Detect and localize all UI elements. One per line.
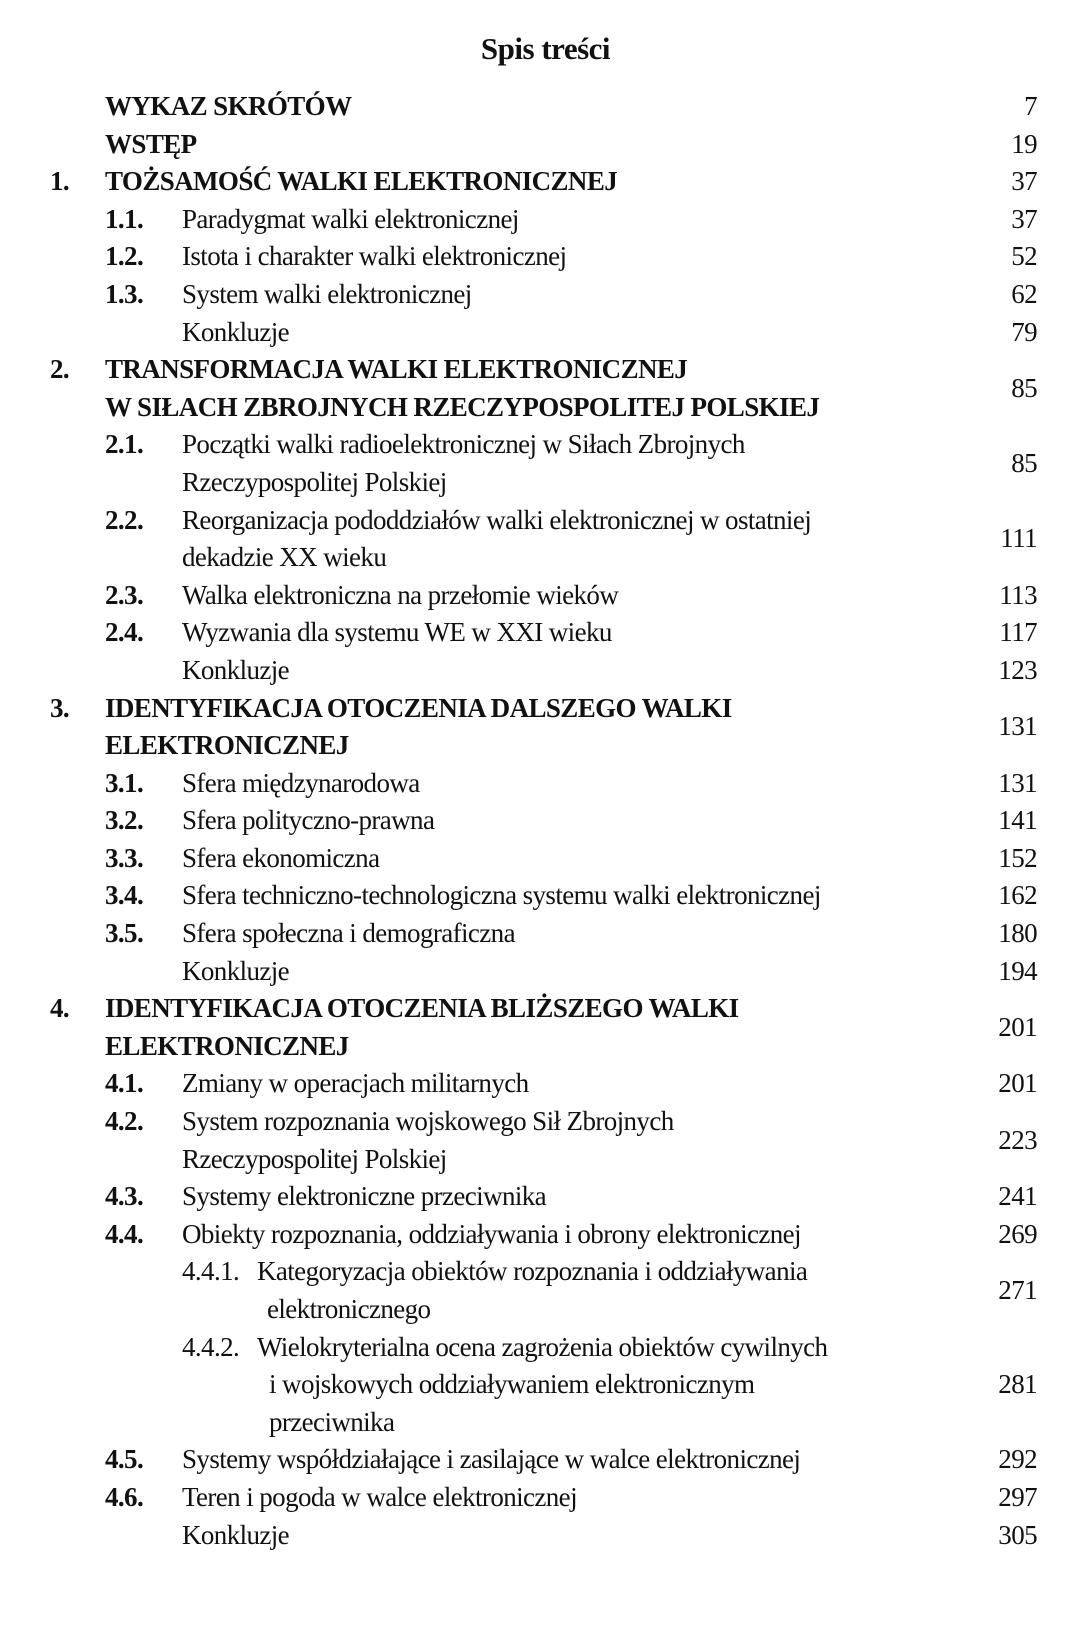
toc-entry-number: 4.4.1. (182, 1256, 240, 1287)
toc-entry-title (182, 652, 289, 690)
toc-entry-title-line: Konkluzje (182, 316, 290, 347)
toc-entry-title-line: Wielokryterialna ocena zagrożenia obiektów cywilnych (257, 1331, 828, 1362)
toc-entry-title (105, 88, 352, 126)
toc-entry-title-line: WYKAZ SKRÓTÓW (105, 91, 352, 121)
toc-entry-title (105, 351, 819, 426)
toc-entry-page: 271 (998, 1275, 1037, 1306)
toc-entry[interactable] (0, 276, 1091, 314)
toc-entry-title (182, 1479, 577, 1517)
toc-entry-page: 113 (999, 579, 1037, 610)
toc-entry-title (182, 953, 289, 991)
toc-entry-title-line: Sfera międzynarodowa (182, 767, 420, 798)
toc-entry-title-line: Konkluzje (182, 654, 290, 685)
toc-entry-title (182, 502, 811, 577)
toc-entry[interactable] (0, 163, 1091, 201)
toc-entry-number: 4.4.2. (182, 1331, 240, 1362)
toc-entry-title-line: System rozpoznania wojskowego Sił Zbrojnych (182, 1106, 674, 1137)
toc-entry-number: 3.3. (105, 842, 144, 873)
toc-entry-page: 269 (998, 1218, 1037, 1249)
toc-entry-title-line: Rzeczypospolitej Polskiej (182, 466, 447, 497)
toc-entry-page: 37 (1011, 166, 1037, 197)
toc-entry-page: 223 (998, 1124, 1037, 1155)
toc-entry-title (257, 1329, 827, 1442)
toc-entry-number: 2. (50, 354, 70, 385)
toc-entry[interactable] (0, 765, 1091, 803)
toc-entry-page: 85 (1011, 448, 1037, 479)
toc-entry[interactable] (0, 1065, 1091, 1103)
toc-entry-page: 297 (998, 1481, 1037, 1512)
toc-entry-title-line: Istota i charakter walki elektronicznej (182, 241, 567, 272)
toc-entry-title-line: Konkluzje (182, 1519, 290, 1550)
toc-entry-page: 201 (998, 1068, 1037, 1099)
toc-entry-number: 2.2. (105, 504, 144, 535)
toc-entry-title (182, 614, 612, 652)
toc-entry-number: 4.1. (105, 1068, 144, 1099)
toc-entry-title (182, 840, 379, 878)
toc-entry-title-line: Sfera techniczno-technologiczna systemu walki elektronicznej (182, 880, 821, 911)
toc-entry-title (105, 690, 732, 765)
toc-entry-title (182, 238, 566, 276)
toc-entry-title (182, 877, 821, 915)
toc-entry-number: 1.2. (105, 241, 144, 272)
page-title: Spis treści (480, 30, 611, 66)
toc-entry[interactable] (0, 314, 1091, 352)
toc-entry-title-line: Wyzwania dla systemu WE w XXI wieku (182, 617, 612, 648)
toc-entry[interactable] (0, 201, 1091, 239)
toc-entry-number: 1. (50, 166, 70, 197)
toc-entry[interactable] (0, 840, 1091, 878)
toc-entry[interactable] (0, 1178, 1091, 1216)
toc-entry[interactable] (0, 126, 1091, 164)
toc-entry-page: 37 (1011, 203, 1037, 234)
toc-entry-page: 281 (998, 1369, 1037, 1400)
toc-entry-title (105, 990, 739, 1065)
toc-entry-title-line: Systemy elektroniczne przeciwnika (182, 1181, 547, 1212)
toc-entry-number: 4.4. (105, 1218, 144, 1249)
toc-entry-page: 180 (998, 918, 1037, 949)
toc-entry-number: 4.2. (105, 1106, 144, 1137)
toc-entry-page: 19 (1011, 128, 1037, 159)
toc-entry-number: 4. (50, 993, 70, 1024)
toc-entry[interactable] (0, 802, 1091, 840)
toc-entry[interactable] (0, 502, 1091, 577)
toc-entry-number: 4.5. (105, 1444, 144, 1475)
toc-entry-title-line: Rzeczypospolitej Polskiej (182, 1143, 447, 1174)
toc-entry-page: 123 (998, 654, 1037, 685)
toc-entry-title-line: ELEKTRONICZNEJ (105, 730, 349, 761)
toc-entry-title (182, 201, 519, 239)
toc-entry-title-line: Sfera polityczno-prawna (182, 805, 435, 836)
toc-entry-title (182, 314, 289, 352)
toc-entry[interactable] (0, 953, 1091, 991)
toc-entry-page: 292 (998, 1444, 1037, 1475)
toc-entry[interactable] (0, 690, 1091, 765)
toc-entry-number: 4.6. (105, 1481, 144, 1512)
toc-entry[interactable] (0, 426, 1091, 501)
toc-entry-number: 2.3. (105, 579, 144, 610)
toc-entry[interactable] (0, 88, 1091, 126)
toc-entry-number: 1.3. (105, 278, 144, 309)
toc-entry-title-line: Początki walki radioelektronicznej w Siłach Zbrojnych (182, 429, 745, 460)
toc-entry-title (182, 577, 618, 615)
toc-entry[interactable] (0, 577, 1091, 615)
toc-entry-page: 201 (998, 1012, 1037, 1043)
toc-entry-number: 4.3. (105, 1181, 144, 1212)
toc-entry-title-line: W SIŁACH ZBROJNYCH RZECZYPOSPOLITEJ POLSKIEJ (105, 391, 820, 422)
toc-entry[interactable] (0, 238, 1091, 276)
toc-entry[interactable] (0, 1253, 1091, 1328)
toc-entry-page: 141 (998, 805, 1037, 836)
toc-entry-title (182, 765, 420, 803)
toc-entry-title-line: Systemy współdziałające i zasilające w walce elektronicznej (182, 1444, 801, 1475)
toc-entry-page: 162 (998, 880, 1037, 911)
toc-entry[interactable] (0, 1216, 1091, 1254)
toc-entry-title (182, 915, 515, 953)
toc-entry-page: 85 (1011, 372, 1037, 403)
toc-entry-title-line: IDENTYFIKACJA OTOCZENIA DALSZEGO WALKI (105, 692, 732, 723)
toc-entry-title (257, 1253, 807, 1328)
toc-entry-title-line: TRANSFORMACJA WALKI ELEKTRONICZNEJ (105, 354, 688, 385)
toc-entry[interactable] (0, 614, 1091, 652)
toc-entry[interactable] (0, 351, 1091, 426)
toc-entry[interactable] (0, 1441, 1091, 1479)
toc-entry[interactable] (0, 1517, 1091, 1555)
toc-entry[interactable] (0, 1103, 1091, 1178)
toc-entry[interactable] (0, 652, 1091, 690)
toc-entry-page: 194 (998, 955, 1037, 986)
toc-entry-title-line: przeciwnika (269, 1406, 395, 1437)
toc-entry-title (182, 1065, 529, 1103)
toc-entry-title-line: Teren i pogoda w walce elektronicznej (182, 1481, 577, 1512)
toc-entry-title-line: WSTĘP (105, 128, 197, 159)
toc-entry-title (182, 1441, 800, 1479)
toc-entry-title-line: Sfera ekonomiczna (182, 842, 380, 873)
toc-entry-title-line: Sfera społeczna i demograficzna (182, 918, 515, 949)
toc-entry-title-line: System walki elektronicznej (182, 278, 472, 309)
toc-entry-number: 2.1. (105, 429, 144, 460)
toc-entry-page: 131 (998, 711, 1037, 742)
toc-entry-page: 79 (1011, 316, 1037, 347)
toc-entry-number: 3.1. (105, 767, 144, 798)
toc-entry-title-line: TOŻSAMOŚĆ WALKI ELEKTRONICZNEJ (105, 166, 618, 197)
toc-entry-title-line: i wojskowych oddziaływaniem elektronicznym (269, 1369, 755, 1400)
toc-entry-title (182, 1216, 801, 1254)
toc-entry-title (182, 1178, 546, 1216)
toc-entry-title-line: Konkluzje (182, 955, 290, 986)
toc-entry-title-line: Zmiany w operacjach militarnych (182, 1068, 529, 1099)
toc-entry-title-line: Reorganizacja pododdziałów walki elektronicznej w ostatniej (182, 504, 812, 535)
toc-entry-page: 305 (998, 1519, 1037, 1550)
toc-entry-page: 7 (1024, 91, 1037, 121)
toc-entry-number: 3.5. (105, 918, 144, 949)
toc-entry-title (182, 1103, 674, 1178)
toc-entry-title (105, 163, 617, 201)
toc-entry-title (182, 802, 434, 840)
toc-entry-title (182, 276, 472, 314)
toc-entry-page: 131 (998, 767, 1037, 798)
toc-entry-number: 3.4. (105, 880, 144, 911)
toc-entry-title-line: Obiekty rozpoznania, oddziaływania i obrony elektronicznej (182, 1218, 801, 1249)
toc-entry-number: 3.2. (105, 805, 144, 836)
toc-entry-title-line: IDENTYFIKACJA OTOCZENIA BLIŻSZEGO WALKI (105, 993, 739, 1024)
toc-entry-title (105, 126, 197, 164)
toc-entry-page: 62 (1011, 278, 1037, 309)
toc-entry-page: 152 (998, 842, 1037, 873)
toc-entry-title (182, 1517, 289, 1555)
toc-entry-title (182, 426, 745, 501)
toc-entry-title-line: elektronicznego (267, 1294, 431, 1324)
toc-entry-title-line: dekadzie XX wieku (182, 542, 387, 573)
toc-entry-number: 2.4. (105, 617, 144, 648)
toc-entry[interactable] (0, 990, 1091, 1065)
toc-entry-number: 3. (50, 692, 70, 723)
toc-entry-page: 111 (1000, 523, 1037, 554)
toc-entry-page: 117 (999, 617, 1037, 648)
toc-entry-title-line: Kategoryzacja obiektów rozpoznania i oddziaływania (257, 1256, 808, 1287)
toc-entry[interactable] (0, 1479, 1091, 1517)
toc-entry[interactable] (0, 1329, 1091, 1442)
table-of-contents (0, 88, 1091, 1554)
toc-entry[interactable] (0, 915, 1091, 953)
toc-entry-title-line: Walka elektroniczna na przełomie wieków (182, 579, 619, 610)
toc-entry-title-line: ELEKTRONICZNEJ (105, 1030, 349, 1061)
toc-entry-title-line: Paradygmat walki elektronicznej (182, 203, 519, 234)
toc-entry[interactable] (0, 877, 1091, 915)
toc-entry-page: 241 (998, 1181, 1037, 1212)
toc-entry-number: 1.1. (105, 203, 144, 234)
toc-entry-page: 52 (1011, 241, 1037, 272)
